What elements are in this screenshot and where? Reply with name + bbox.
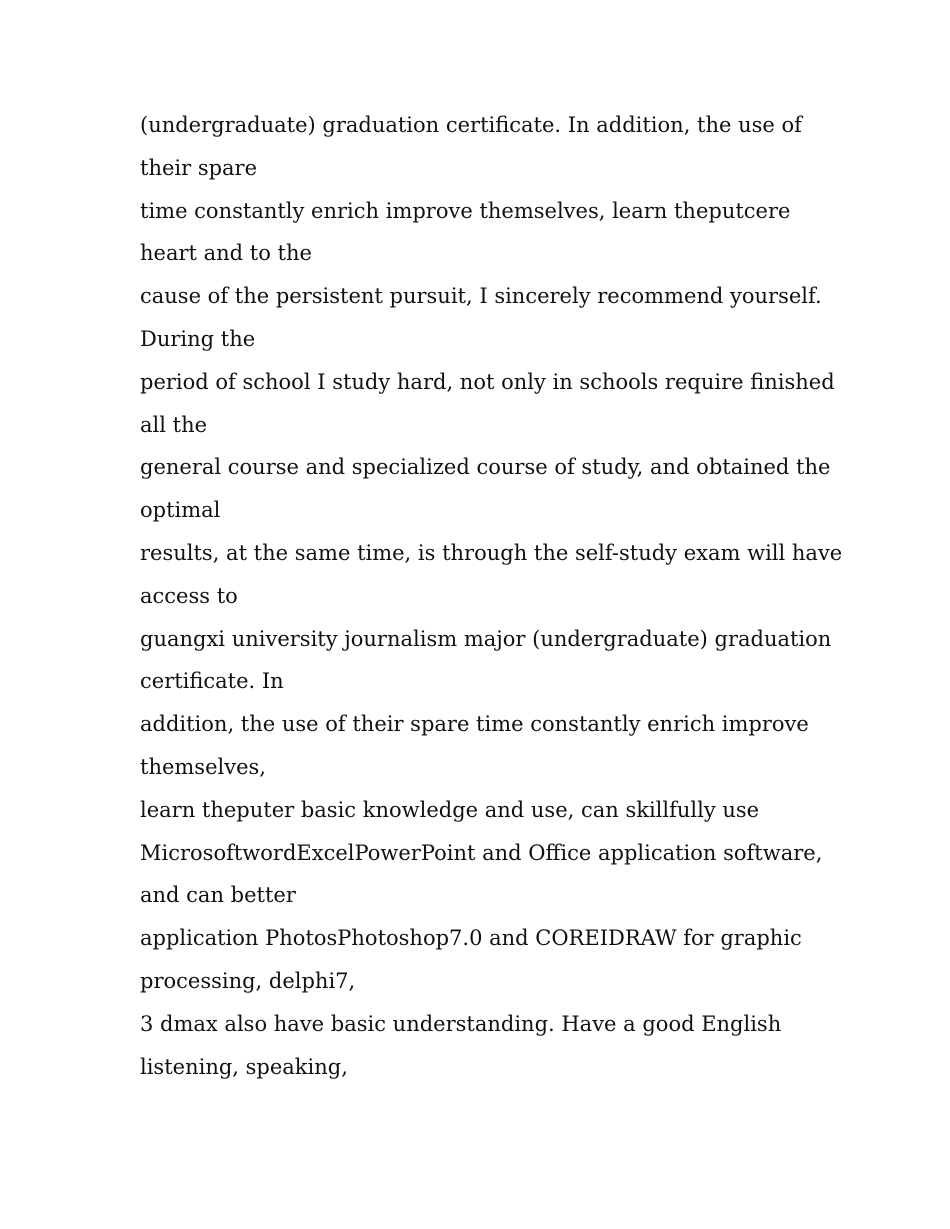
text-line: addition, the use of their spare time constantly enrich improve: [140, 712, 809, 737]
text-line: 3 dmax also have basic understanding. Have a good English: [140, 1011, 782, 1036]
text-line: their spare: [140, 155, 258, 180]
text-line: time constantly enrich improve themselves, learn theputcere: [140, 198, 791, 223]
text-line: optimal: [140, 498, 221, 523]
text-line: access to: [140, 583, 238, 608]
text-line: guangxi university journalism major (undergraduate) graduation: [140, 626, 832, 651]
text-line: results, at the same time, is through the self-study exam will have: [140, 540, 843, 565]
text-line: application PhotosPhotoshop7.0 and COREIDRAW for graphic: [140, 926, 802, 951]
text-line: and can better: [140, 883, 296, 908]
text-line: themselves,: [140, 754, 266, 779]
text-line: certificate. In: [140, 669, 284, 694]
text-line: (undergraduate) graduation certificate. In addition, the use of: [140, 113, 802, 137]
text-line: cause of the persistent pursuit, I sincerely recommend yourself.: [140, 284, 822, 309]
text-line: listening, speaking,: [140, 1054, 348, 1079]
text-line: all the: [140, 412, 208, 437]
text-line: MicrosoftwordExcelPowerPoint and Office application software,: [140, 840, 823, 865]
text-line: general course and specialized course of study, and obtained the: [140, 455, 831, 480]
text-line: learn theputer basic knowledge and use, can skillfully use: [140, 797, 760, 822]
text-line: period of school I study hard, not only in schools require finished: [140, 369, 835, 394]
body-text: [140, 104, 843, 1088]
text-line: processing, delphi7,: [140, 968, 356, 993]
text-line: During the: [140, 326, 256, 351]
text-line: heart and to the: [140, 241, 312, 266]
